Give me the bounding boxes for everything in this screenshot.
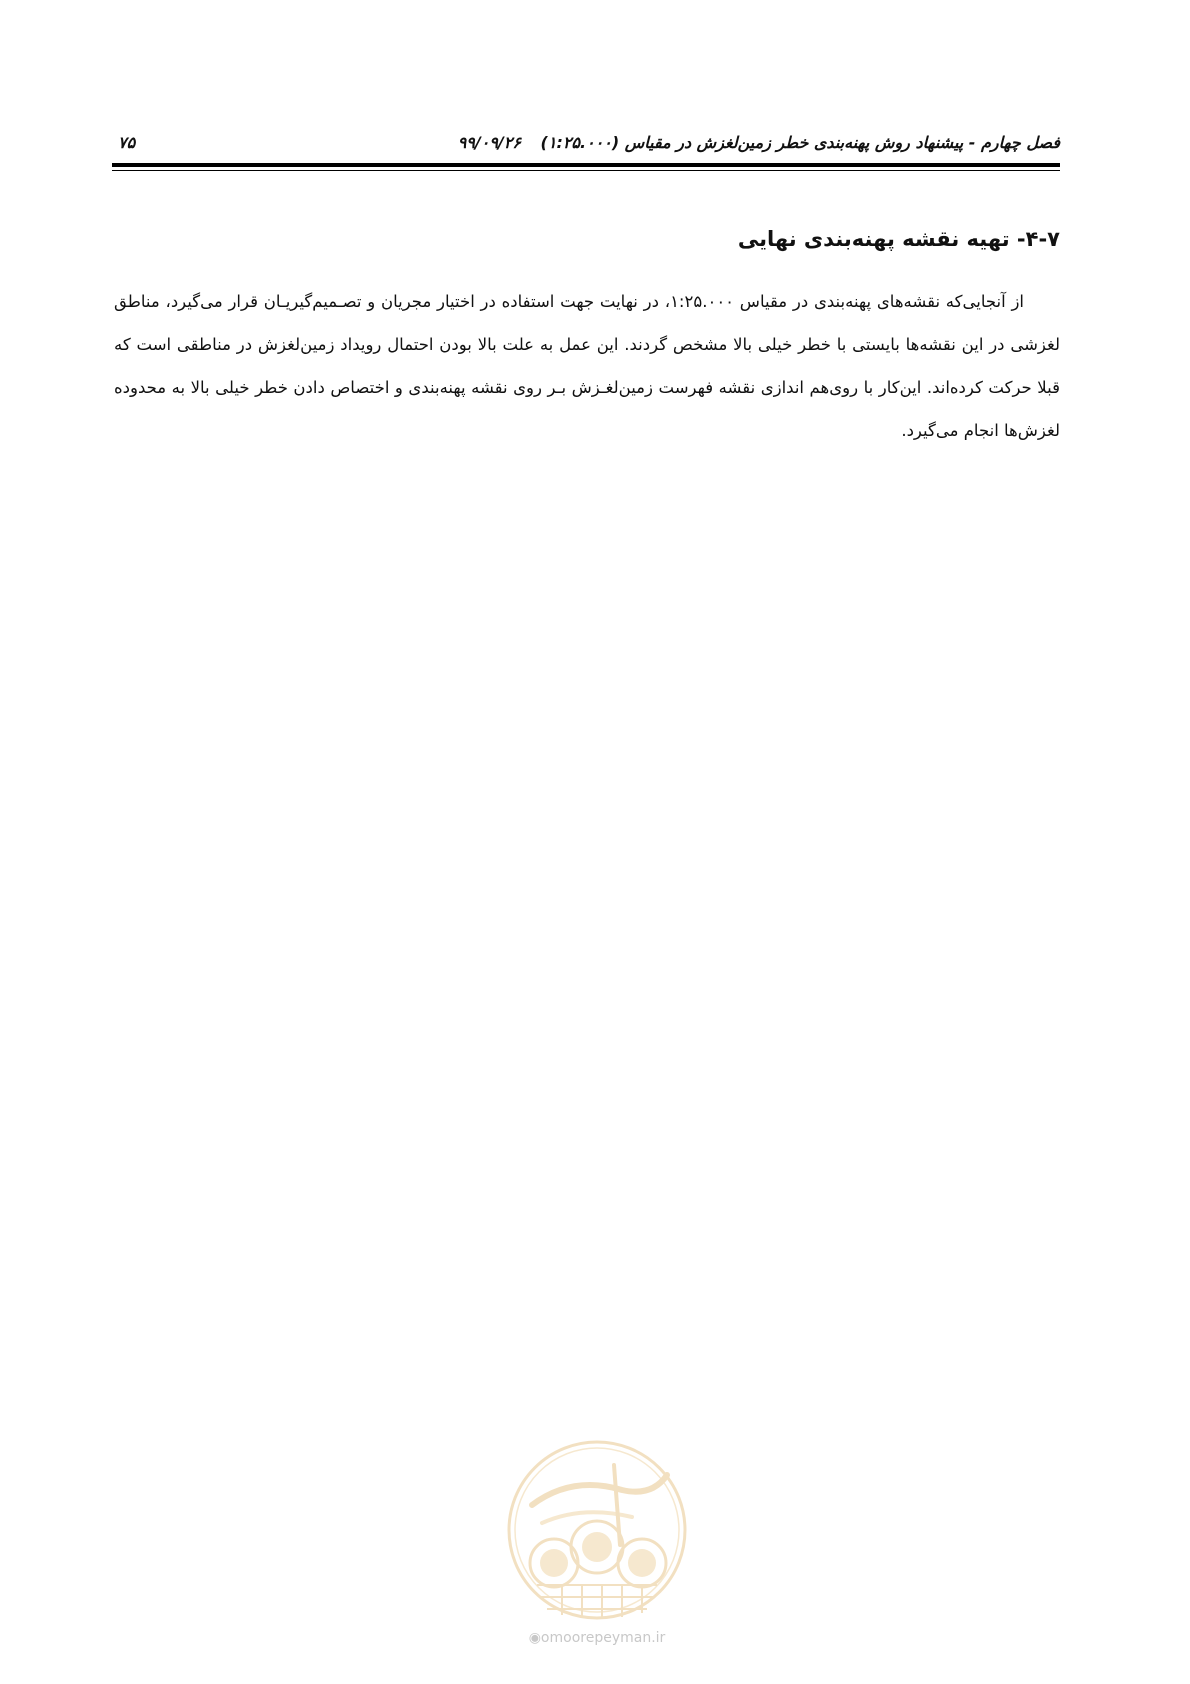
- running-title: [458, 130, 1060, 156]
- section-heading: ۴-۷- تهیه نقشه پهنه‌بندی نهایی: [737, 227, 1060, 251]
- page-number: ۷۵: [118, 133, 136, 152]
- running-title-text: فصل چهارم - پیشنهاد روش پهنه‌بندی خطر زمین‌لغزش در مقیاس (۱:۲۵.۰۰۰): [540, 133, 1060, 152]
- watermark-logo: [502, 1435, 692, 1655]
- watermark-url: ◉omoorepeyman.ir: [528, 1630, 666, 1646]
- header-date: ۹۹/۰۹/۲۶: [457, 133, 521, 152]
- watermark-seal-icon: [502, 1435, 692, 1635]
- page-header: [112, 130, 1060, 156]
- header-rule-thick: [112, 163, 1060, 167]
- body-paragraph: از آنجایی‌که نقشه‌های پهنه‌بندی در مقیاس ۱:۲۵.۰۰۰، در نهایت جهت استفاده در اختیار مجریان و تصـمیم‌گیریـان قرار می‌گیرد، مناطق لغزشی در این نقشه‌ها بایستی با خطر خیلی بالا مشخص گردند. این عمل به علت بالا بودن احتمال رویداد زمین‌لغزش در مناطقی است که قبلا حرکت کرده‌اند. این‌کار با روی‌هم اندازی نقشه فهرست زمین‌لغـزش بـر روی نقشه پهنه‌بندی و اختصاص دادن خطر خیلی بالا به محدوده لغزش‌ها انجام می‌گیرد.: [114, 292, 1060, 440]
- watermark-url-text: omoorepeyman.ir: [540, 1630, 666, 1646]
- header-rule-thin: [112, 170, 1060, 171]
